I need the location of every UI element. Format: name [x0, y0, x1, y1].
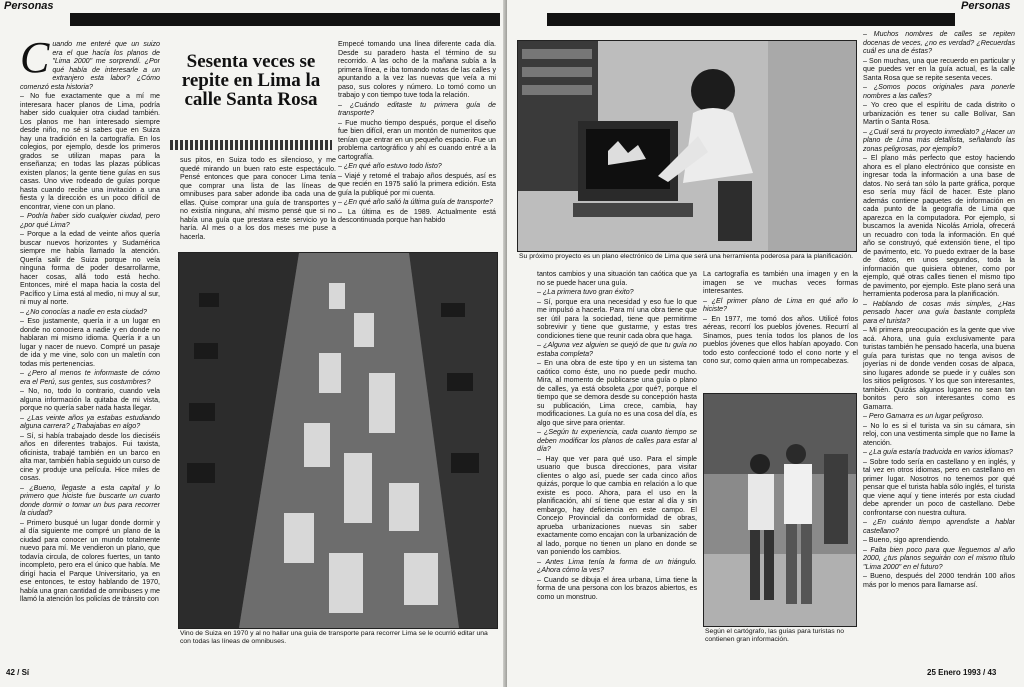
paragraph-text: – No lo es si el turista va sin su cámara, sin reloj, con una vestimenta simple que no llame la atención. — [863, 421, 1015, 447]
paragraph-text: – ¿Cuál será tu proyecto inmediato? ¿Hacer un plano de Lima más detallista, señalando las zonas peligrosas, por ejemplo? — [863, 127, 1015, 153]
page-number: 42 / Sí — [6, 668, 30, 677]
paragraph-text: – Hablando de cosas más simples, ¿Has pensado hacer una guía bastante completa para el turista? — [863, 299, 1015, 325]
paragraph-text: – ¿Bueno, llegaste a esta capital y lo primero que hiciste fue buscarte un cuarto donde dormir o tomar un bus para recorrer la ciudad? — [20, 483, 160, 517]
paragraph — [20, 432, 160, 483]
paragraph-text: – ¿En qué año salió la última guía de transporte? — [338, 198, 493, 206]
paragraph-text: – En una obra de este tipo y en un sistema tan caótico como éste, uno no puede pedir mucho. Mira, al momento de publicarse una guía o plano de calles, ya está obsoleta ¿por qué?, porque el tiempo que se demora desde su concepción hasta su publicación, Lima crece, cambia, hay modificaciones. La guía no es una cosa del día, es algo que sirve para orientar. — [537, 359, 697, 427]
paragraph-text: – Mi primera preocupación es la gente que vive acá. Ahora, una guía exclusivamente para turistas también he pensado hacerla, una buena guía para turistas que no tenga avisos de joyerías ni de donde venden cosas de alpaca, sino lugares adonde se puede ir y cuáles son los sitios peligrosos. Y los que son interesantes, también. Quizás algunos lugares no sean tan bonitos pero son interesantes como es Gamarra. — [863, 326, 1015, 411]
paragraph — [20, 40, 160, 91]
paragraph-text: – Yo creo que el espíritu de cada distrito o urbanización es tener su calle Bolívar, San Martín o Santa Rosa. — [863, 101, 1015, 126]
article-column-5 — [703, 270, 858, 390]
paragraph-text: – Antes Lima tenía la forma de un triángulo. ¿Ahora cómo la ves? — [537, 557, 697, 574]
headline: Sesenta veces se repite en Lima la calle Santa Rosa — [181, 51, 321, 110]
paragraph — [537, 558, 697, 575]
paragraph — [863, 518, 1015, 535]
paragraph — [863, 572, 1015, 589]
paragraph — [863, 536, 1015, 545]
paragraph-text: – ¿Cuándo editaste tu primera guía de transporte? — [338, 100, 496, 117]
right-page — [507, 0, 1024, 687]
paragraph-text: – ¿La guía estaría traducida en varios idiomas? — [863, 448, 1013, 456]
paragraph-text: – No, no, todo lo contrario, cuando vela alguna información la quitaba de mi vista, porque no quería saber nada hasta llegar. — [20, 387, 160, 412]
section-label: Personas — [4, 0, 54, 12]
paragraph-text: – Sí, si había trabajado desde los dieciséis años en diferentes trabajos. Fui taxista, oficinista, trabajé también en un barco en alta mar, también había seguido un curso de cine y produje una película. Hice miles de cosas. — [20, 431, 160, 482]
section-bar — [70, 13, 500, 26]
paragraph — [537, 341, 697, 358]
photo-caption-bottom: Según el cartógrafo, las guías para turistas no contienen gran información. — [705, 628, 845, 643]
paragraph-text: – Fue mucho tiempo después, porque el diseño fue bien difícil, eran un montón de numeritos que tenían que entrar en un pequeño espacio. Fue un problema cartográfico y ahí es cuando entré a la cartografía. — [338, 118, 496, 161]
headline-rule — [170, 140, 332, 150]
paragraph — [863, 448, 1015, 457]
paragraph — [338, 172, 496, 198]
paragraph — [863, 412, 1015, 421]
paragraph — [863, 300, 1015, 326]
paragraph-text: – ¿Según tu experiencia, cada cuanto tiempo se deben modificar los planos de calles para estar al día? — [537, 428, 697, 453]
paragraph — [863, 422, 1015, 448]
paragraph — [537, 270, 697, 287]
paragraph-text: – Sobre todo sería en castellano y en inglés, y tal vez en otros idiomas, pero en castellano en primer lugar. Nosotros no tenemos por qué pensar que el turista habla sólo inglés, el turista que viene aquí y tiene interés por esta ciudad debe aprender un poco de castellano. Debe confrontarse con nuestra cultura. — [863, 457, 1015, 517]
paragraph-text: sus pitos, en Suiza todo es silencioso, y me quedé mirando un buen rato este espectáculo. Pensé entonces que para conocer Lima tenía que comprar una lista de las líneas de omnibuses para saber adonde iba cada una de ellas. Quise comprar una guía de transportes y no existía ninguna, ahí mismo pensé que si no había una guía que prestara este servicio yo la haría. Al mes o a los dos meses me puse a hacerla. — [180, 156, 336, 241]
paragraph — [863, 326, 1015, 411]
paragraph — [20, 212, 160, 229]
paragraph — [20, 414, 160, 431]
paragraph — [537, 298, 697, 341]
article-column-1 — [20, 40, 160, 668]
paragraph-text: – ¿Las veinte años ya estabas estudiando alguna carrera? ¿Trabajabas en algo? — [20, 413, 160, 430]
photo-caption-top: Su próximo proyecto es un plano electrónico de Lima que será una herramienta poderosa para la planificación. — [519, 253, 854, 260]
paragraph — [20, 519, 160, 604]
drop-cap: C — [20, 40, 50, 82]
paragraph-text: – Cuando se dibuja el área urbana, Lima tiene la forma de una persona con los brazos abiertos, es como un monstruo. — [537, 575, 697, 601]
paragraph — [863, 154, 1015, 299]
paragraph — [338, 208, 496, 225]
paragraph — [338, 101, 496, 118]
paragraph-text: – ¿No conocías a nadie en esta ciudad? — [20, 307, 147, 316]
paragraph-text: – ¿Pero al menos te informaste de cómo era el Perú, sus gentes, sus costumbres? — [20, 369, 160, 386]
paragraph-text: – Sí, porque era una necesidad y eso fue lo que me impulsó a hacerla. Para mí una obra tiene que ser útil para la sociedad, tiene que permitirme sobrevivir y tiene que gustarme, y estas tres condiciones tiene que reunir cada obra que haga. — [537, 297, 697, 340]
article-column-2 — [180, 156, 336, 248]
paragraph-text: – Podría haber sido cualquier ciudad, pero ¿por qué Lima? — [20, 212, 160, 229]
paragraph-text: – En 1977, me tomó dos años. Utilicé fotos aéreas, recorrí los pueblos jóvenes. Recurrí al Sinamos, pues tenía todos los planos de los pueblos jóvenes que ellos habían apoyado. Con todo esto confeccioné todo el cono norte y el cono sur, como quien arma un rompecabezas. — [703, 314, 858, 365]
paragraph — [703, 270, 858, 296]
paragraph — [863, 83, 1015, 100]
paragraph — [338, 162, 496, 171]
paragraph — [20, 308, 160, 317]
paragraph-text: – La última es de 1989. Actualmente está descontinuada porque han habido — [338, 207, 496, 224]
photo-caption: Vino de Suiza en 1970 y al no hallar una guía de transporte para recorrer Lima se le ocurrió editar una con todas las líneas de omnibuses. — [180, 630, 488, 645]
paragraph-text: – Son muchas, una que recuerdo en particular y que puedes ver en la guía actual, es la calle Santa Rosa que se repite sesenta veces. — [863, 56, 1015, 82]
paragraph-text: – No fue exactamente que a mí me interesara hacer planos de Lima, podría haber sido cualquier otra ciudad también. Los planos me han interesado siempre desde niño, no sé si sabes que en Suiza hay una tradición en la cartografía. En los colegios, por ejemplo, desde los primeros grados se utilizan mapas para la enseñanza; en todas las plazas públicas existen planos; la gente tiene guías en sus casas. Uno vive rodeado de guías porque hasta cuando recibe una invitación a una fiesta y la dirección es un poco difícil de encontrar, viene con un plano. — [20, 92, 160, 211]
paragraph — [338, 119, 496, 162]
left-page — [0, 0, 507, 687]
paragraph — [537, 576, 697, 602]
paragraph-text: – Hay que ver para qué uso. Para el simple usuario que busca direcciones, para visitar clientes o algo así, puede ser cada cinco años quizás, porque lo que cambia en relación a lo que existe es poco. Ahora, para el uso en la planificación, ahí sí tiene que estar al día y sin embargo, hay deficiencia en este campo. El Concejo Provincial da conformidad de obras, aprueba urbanizaciones nuevas sin saber exactamente como encajan con la urbanización de al lado, porque no tienen un plano en donde se van poniendo los cambios. — [537, 454, 697, 556]
paragraph-text: – Pero Gamarra es un lugar peligroso. — [863, 412, 984, 420]
paragraph-text: – Muchos nombres de calles se repiten docenas de veces, ¿no es verdad? ¿Recuerdas cuál es una de éstas? — [863, 30, 1015, 55]
section-label: Personas — [961, 0, 1011, 12]
paragraph — [180, 156, 336, 241]
article-column-4 — [537, 270, 697, 670]
paragraph-text: – Falta bien poco para que lleguemos al año 2000, ¿tus planos seguirán con el mismo título "Lima 2000" en el futuro? — [863, 545, 1015, 571]
paragraph — [863, 458, 1015, 518]
paragraph-text: – Eso justamente, quería ir a un lugar en donde no conociera a nadie y en donde no hablaran mi mismo idioma. Quería ir a un lugar y nacer de nuevo. Compré un pasaje de ida y me vine, solo con un maletín con todas mis pertenencias. — [20, 317, 160, 368]
article-column-3 — [338, 40, 496, 248]
paragraph-text: La cartografía es también una imagen y en la imagen se ve muchas veces formas interesantes. — [703, 270, 858, 295]
page-number: 25 Enero 1993 / 43 — [927, 668, 997, 677]
paragraph-text: – ¿En cuánto tiempo aprendiste a hablar castellano? — [863, 518, 1015, 535]
paragraph-text: – ¿La primera tuvo gran éxito? — [537, 288, 634, 296]
article-column-6 — [863, 30, 1015, 666]
paragraph-text: – Viajé y retomé el trabajo años después, así es que recién en 1975 salió la primera edición. Esta guía la publiqué por mi cuenta. — [338, 171, 496, 197]
paragraph — [863, 546, 1015, 572]
paragraph — [338, 198, 496, 207]
street-traffic-photo — [178, 252, 498, 629]
tourists-street-photo — [703, 393, 857, 627]
paragraph — [537, 288, 697, 297]
paragraph-text: – El plano más perfecto que estoy haciendo ahora es el plano electrónico que consiste en ingresar toda la información a una base de datos. No será tan sólo la parte gráfica, porque eso sería muy fácil de hacer. Este plano además contiene paquetes de información en cada punto de la geografía de Lima que aparezca en la computadora. Por ejemplo, si buscamos la avenida Nicolás Arriola, ofrecerá un recuadro con toda la información. En qué año se construyó, qué extensión tiene, el tipo de pavimento, etc. Yo puedo extraer de la base de datos, en unos segundos, toda la información que quisiera obtener, como por ejemplo, qué otras calles tienen el mismo tipo de pavimento, por ejemplo. Este plano será una herramienta poderosa para la planificación. — [863, 154, 1015, 298]
paragraph-text: – Primero busqué un lugar donde dormir y al día siguiente me compré un plano de la ciudad para conocer un mundo totalmente nuevo para mí. Me vendieron un plano, que todavía circula, de colores fuertes, un tanto incompleto, pero era el único que había. Me dirigí hacia el Parque Universitario, ya en ese entonces, te estoy hablando de 1970, había una gran cantidad de omnibuses y me llamó la atención los policías de tránsito con — [20, 518, 160, 603]
paragraph — [20, 317, 160, 368]
paragraph — [863, 57, 1015, 83]
paragraph — [20, 230, 160, 307]
paragraph — [338, 40, 496, 100]
paragraph — [20, 369, 160, 386]
paragraph — [863, 128, 1015, 154]
paragraph-text: – Bueno, sigo aprendiendo. — [863, 536, 950, 544]
paragraph — [703, 315, 858, 366]
section-bar — [547, 13, 955, 26]
paragraph — [20, 484, 160, 518]
paragraph-text: tantos cambios y una situación tan caótica que ya no se puede hacer una guía. — [537, 270, 697, 287]
paragraph-text: – ¿Somos pocos originales para ponerle nombres a las calles? — [863, 83, 1015, 100]
paragraph-text: – Bueno, después del 2000 tendrán 100 años más por lo menos para llamarse así. — [863, 572, 1015, 589]
paragraph — [703, 297, 858, 314]
paragraph-text: – ¿Alguna vez alguien se quejó de que tu guía no estaba completa? — [537, 341, 697, 358]
paragraph — [537, 359, 697, 427]
paragraph-text: – ¿El primer plano de Lima en qué año lo hiciste? — [703, 296, 858, 313]
paragraph — [863, 30, 1015, 56]
paragraph — [20, 92, 160, 211]
paragraph-text: uando me enteré que un suizo era el que hacía los planos de "Lima 2000" me sorprendí. ¿Por qué había de interesarle a un extranjero esta labor? ¿Cómo comenzó esta historia? — [20, 40, 160, 91]
paragraph — [863, 101, 1015, 127]
paragraph — [537, 455, 697, 557]
cartographer-computer-photo — [517, 40, 857, 252]
paragraph — [20, 387, 160, 413]
paragraph — [537, 428, 697, 454]
paragraph-text: Empecé tomando una línea diferente cada día. Desde su paradero hasta el término de su recorrido. A las ocho de la mañana subía a la primera línea, e iba tomando notas de las calles y apuntando a la vez las nuevas que veía a mi paso, sus colores y número. Lo tomó como un trabajo y con tiempo tuve toda la relación. — [338, 40, 496, 99]
paragraph-text: – Porque a la edad de veinte años quería buscar nuevos horizontes y Sudamérica siempre me había llamado la atención. Quería salir de Suiza porque no veía ninguna forma de poder desarrollarme, hacer cosas, allá todo está hecho. Entonces, miré el mapa hacia la costa del Pacífico y Lima está al medio, ni muy al sur, ni muy al norte. — [20, 230, 160, 306]
paragraph-text: – ¿En qué año estuvo todo listo? — [338, 162, 442, 170]
